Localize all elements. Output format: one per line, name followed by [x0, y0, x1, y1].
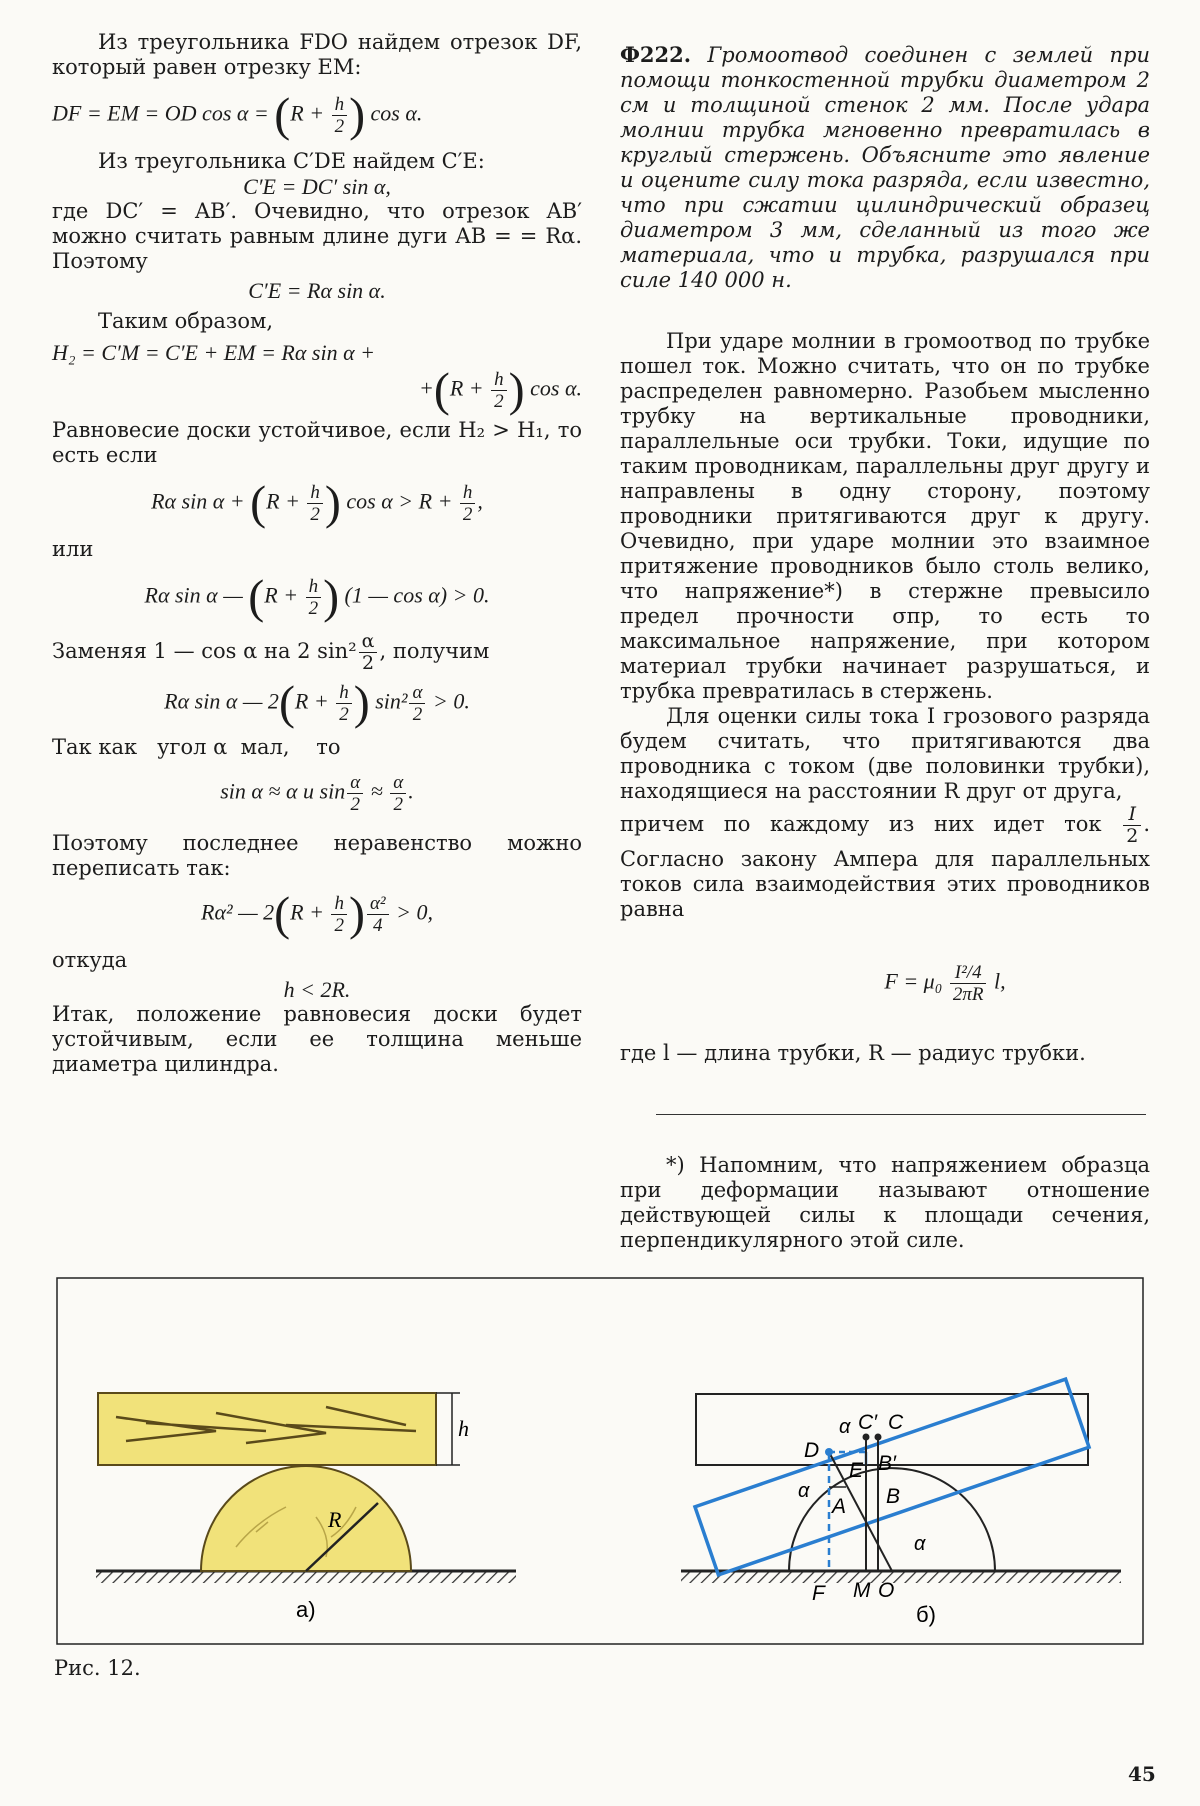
point-C1 [863, 1434, 870, 1441]
paragraph: Заменяя 1 — cos α на 2 sin² $\frac{\alpha}{2}$ , получим [52, 630, 490, 674]
equation: C′E = DC′ sin α, [243, 174, 391, 199]
paragraph: Из треугольника C′DE найдем C′E: [98, 149, 485, 173]
paragraph: Итак, положение равновесия доски будет устойчивым, если ее толщина меньше диаметра цилиндра. [52, 1002, 582, 1076]
equation: F = μ₀ $\frac{\text{I²/4}}{2\pi R}$ l, [884, 962, 1006, 1005]
equation: C′E = Rα sin α. [248, 278, 386, 303]
paragraph: Равновесие доски устойчивое, если H₂ > H₁, то есть если [52, 418, 582, 467]
paragraph: Из треугольника FDO найдем отрезок DF, который равен отрезку EM: [52, 30, 582, 79]
cylinder-arc [789, 1468, 995, 1571]
page-number: 45 [1128, 1762, 1156, 1786]
right-column [620, 30, 1150, 1253]
figure-svg [56, 1277, 1146, 1647]
label-E: E [849, 1459, 864, 1482]
label-C: C [888, 1411, 904, 1434]
panel-a [96, 1393, 516, 1622]
label-A: A [832, 1495, 847, 1518]
log-half-cylinder [201, 1466, 411, 1571]
label-a: а) [296, 1597, 316, 1622]
problem-statement: Ф222. Громоотвод соединен с землей при помощи тонкостенной трубки диаметром 2 см и толщиной стенок 2 мм. После удара молнии трубка мгновенно превратилась в круглый стержень. Объясните это явление и оцените силу тока разряда, если известно, что при сжатии цилиндрический образец диаметром 3 мм, сделанный из того же материала, что и трубка, разрушался при силе 140 000 н. [620, 42, 1150, 292]
label-C1: C′ [858, 1411, 878, 1434]
equation: Rα sin α — 2(R + $\frac{h}{2}$ ) sin² $\frac{\alpha}{2}$ > 0. [164, 676, 470, 730]
equation: Rα sin α — (R + $\frac{h}{2}$ ) (1 — cos α) > 0. [144, 570, 490, 624]
equation: Rα sin α + (R + $\frac{h}{2}$ ) cos α > R + $\frac{h}{2}$ , [151, 476, 483, 530]
label-b: б) [916, 1602, 936, 1627]
ground-hatch [681, 1571, 1121, 1583]
ground-hatch [96, 1571, 516, 1583]
label-O: O [878, 1579, 895, 1602]
tilted-board [695, 1379, 1089, 1575]
label-B: B [886, 1485, 901, 1508]
paragraph: откуда [52, 948, 128, 972]
equation: DF = EM = OD cos α = (R + $\frac{h}{2}$ ) cos α. [52, 88, 423, 142]
paragraph: Так как угол α мал, то [52, 735, 341, 759]
label-alpha-2: α [798, 1480, 810, 1502]
paragraph: где DC′ = AB′. Очевидно, что отрезок AB′ можно считать равным длине дуги AB = = Rα. Поэтому [52, 199, 582, 273]
footnote-divider [656, 1114, 1146, 1115]
left-column [52, 30, 582, 1077]
paragraph: Для оценки силы тока I грозового разряда будем считать, что притягиваются два проводника с током (две половинки трубки), находящиеся на расстоянии R друг от друга, [620, 704, 1150, 803]
equation: Rα² — 2(R + $\frac{h}{2}$ ) $\frac{\text{α²}}{4}$ > 0, [201, 887, 433, 941]
footnote: *) Напомним, что напряжением образца при деформации называют отношение действующей силы к площади сечения, перпендикулярного этой силе. [620, 1153, 1150, 1252]
label-M: M [853, 1579, 871, 1602]
label-D: D [804, 1439, 820, 1462]
label-B1: B′ [878, 1452, 896, 1475]
figure-caption: Рис. 12. [54, 1656, 141, 1680]
equation: +(R + $\frac{h}{2}$ ) cos α. [419, 363, 582, 417]
paragraph: где l — длина трубки, R — радиус трубки. [620, 1041, 1086, 1065]
problem-number: Ф222. [620, 42, 692, 67]
paragraph: Поэтому последнее неравенство можно переписать так: [52, 831, 582, 880]
label-alpha: α [839, 1416, 851, 1438]
panel-b [681, 1379, 1121, 1627]
equation: h < 2R. [283, 977, 351, 1002]
paragraph: Таким образом, [98, 309, 274, 333]
equation: H₂ = C′M = C′E + EM = Rα sin α + [52, 340, 375, 365]
paragraph: или [52, 537, 94, 561]
paragraph: причем по каждому из них идет ток $\frac{I}{2}$ . Согласно закону Ампера для параллельных токов сила взаимодействия этих проводников равна [620, 803, 1150, 921]
figure-12 [56, 1277, 1146, 1647]
label-h: h [458, 1416, 469, 1441]
label-R: R [328, 1507, 342, 1532]
label-F: F [812, 1582, 825, 1605]
point-D [825, 1448, 833, 1456]
point-C [875, 1434, 882, 1441]
paragraph: При ударе молнии в громоотвод по трубке пошел ток. Можно считать, что он по трубке распределен равномерно. Разобьем мысленно трубку на вертикальные проводники, параллельные оси трубки. Токи, идущие по таким проводникам, параллельны друг другу и направлены в одну сторону, поэтому проводники притягиваются друг к другу. Очевидно, при ударе молнии это взаимное притяжение проводников было столь велико, что напряжение*) в стержне превысило предел прочности σпр, то есть то максимальное напряжение, при котором материал трубки начинает разрушаться, и трубка превратилась в стержень. [620, 329, 1150, 703]
equation: sin α ≈ α и sin $\frac{\alpha}{2}$ ≈ $\frac{\alpha}{2}$ . [220, 772, 414, 815]
label-alpha-3: α [914, 1533, 926, 1555]
